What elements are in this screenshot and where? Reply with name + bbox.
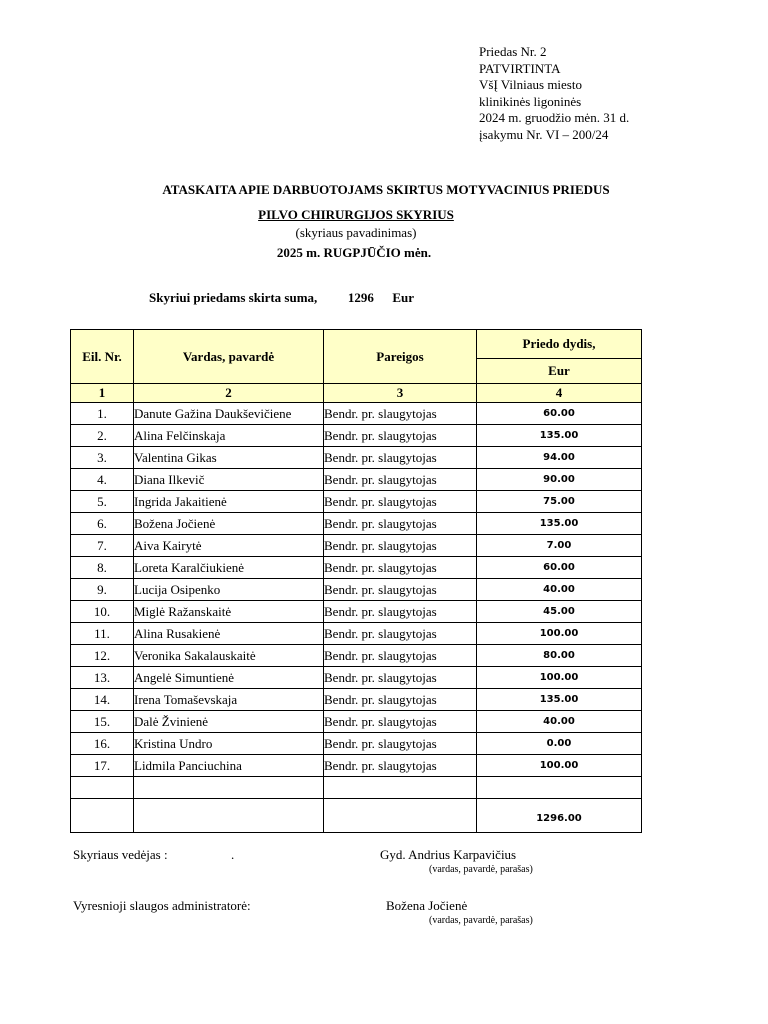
allocated-sum-amount: 1296 [347, 290, 374, 305]
row-name: Veronika Sakalauskaitė [134, 645, 324, 667]
row-name: Miglė Ražanskaitė [134, 601, 324, 623]
admin-label: Vyresnioji slaugos administratorė: [73, 898, 251, 913]
row-amount: 100.00 [477, 755, 642, 777]
row-duty: Bendr. pr. slaugytojas [324, 557, 477, 579]
table-row [71, 601, 642, 623]
total-row [71, 799, 642, 833]
order-date: 2024 m. gruodžio mėn. 31 d. [479, 110, 630, 125]
row-duty: Bendr. pr. slaugytojas [324, 425, 477, 447]
admin-name: Božena Jočienė [386, 898, 468, 913]
approved-label: PATVIRTINTA [479, 60, 561, 76]
table-row [71, 645, 642, 667]
row-amount: 45.00 [477, 601, 642, 623]
allocated-sum-label: Skyriui priedams skirta suma, [149, 290, 318, 305]
empty-row [71, 777, 642, 799]
col-number-4: 4 [477, 384, 642, 403]
row-duty: Bendr. pr. slaugytojas [324, 645, 477, 667]
row-duty: Bendr. pr. slaugytojas [324, 689, 477, 711]
col-number-2: 2 [134, 384, 324, 403]
table-row [71, 491, 642, 513]
row-nr: 16. [71, 733, 134, 755]
approval-block [479, 44, 629, 143]
table-row [71, 733, 642, 755]
header-name: Vardas, pavardė [134, 330, 324, 384]
row-name: Božena Jočienė [134, 513, 324, 535]
row-nr: 4. [71, 469, 134, 491]
row-duty: Bendr. pr. slaugytojas [324, 535, 477, 557]
row-nr: 11. [71, 623, 134, 645]
row-duty: Bendr. pr. slaugytojas [324, 733, 477, 755]
order-number: įsakymu Nr. VI – 200/24 [479, 126, 609, 142]
row-duty: Bendr. pr. slaugytojas [324, 491, 477, 513]
row-duty: Bendr. pr. slaugytojas [324, 403, 477, 425]
row-amount: 40.00 [477, 711, 642, 733]
report-period: 2025 m. RUGPJŪČIO mėn. [276, 245, 432, 260]
table-row [71, 689, 642, 711]
col-number-1: 1 [71, 384, 134, 403]
empty-cell [71, 799, 134, 833]
row-duty: Bendr. pr. slaugytojas [324, 623, 477, 645]
row-nr: 5. [71, 491, 134, 513]
row-duty: Bendr. pr. slaugytojas [324, 447, 477, 469]
empty-cell [134, 777, 324, 799]
institution-line-1: VšĮ Vilniaus miesto [479, 77, 582, 92]
row-duty: Bendr. pr. slaugytojas [324, 601, 477, 623]
row-nr: 12. [71, 645, 134, 667]
empty-cell [477, 777, 642, 799]
empty-cell [324, 777, 477, 799]
row-amount: 60.00 [477, 557, 642, 579]
allocated-sum-currency: Eur [392, 290, 414, 305]
row-name: Alina Rusakienė [134, 623, 324, 645]
row-amount: 100.00 [477, 623, 642, 645]
institution-line-2: klinikinės ligoninės [479, 93, 582, 109]
row-duty: Bendr. pr. slaugytojas [324, 579, 477, 601]
table-row [71, 447, 642, 469]
report-title: ATASKAITA APIE DARBUOTOJAMS SKIRTUS MOTYVACINIUS PRIEDUS [162, 182, 610, 197]
table-row [71, 667, 642, 689]
row-nr: 17. [71, 755, 134, 777]
row-amount: 135.00 [477, 513, 642, 535]
header-amount-bottom: Eur [477, 359, 642, 384]
row-duty: Bendr. pr. slaugytojas [324, 469, 477, 491]
bonus-table [70, 329, 642, 833]
table-row [71, 535, 642, 557]
row-nr: 13. [71, 667, 134, 689]
row-duty: Bendr. pr. slaugytojas [324, 755, 477, 777]
table-row [71, 557, 642, 579]
header-duty: Pareigos [324, 330, 477, 384]
appendix-number: Priedas Nr. 2 [479, 44, 547, 59]
table-row [71, 623, 642, 645]
department-name: PILVO CHIRURGIJOS SKYRIUS [258, 207, 454, 222]
head-dot: . [231, 847, 235, 862]
row-name: Loreta Karalčiukienė [134, 557, 324, 579]
row-nr: 3. [71, 447, 134, 469]
total-amount: 1296.00 [477, 799, 642, 833]
row-name: Lidmila Panciuchina [134, 755, 324, 777]
row-nr: 2. [71, 425, 134, 447]
empty-cell [71, 777, 134, 799]
head-name: Gyd. Andrius Karpavičius [380, 847, 517, 862]
row-amount: 7.00 [477, 535, 642, 557]
table-row [71, 469, 642, 491]
header-amount-top: Priedo dydis, [477, 330, 642, 359]
table-row [71, 755, 642, 777]
row-nr: 15. [71, 711, 134, 733]
row-name: Irena Tomaševskaja [134, 689, 324, 711]
row-nr: 7. [71, 535, 134, 557]
empty-cell [324, 799, 477, 833]
row-name: Ingrida Jakaitienė [134, 491, 324, 513]
row-name: Diana Ilkevič [134, 469, 324, 491]
row-name: Dalė Žvinienė [134, 711, 324, 733]
row-name: Danute Gažina Daukševičiene [134, 403, 324, 425]
table-row [71, 711, 642, 733]
col-number-3: 3 [324, 384, 477, 403]
row-name: Kristina Undro [134, 733, 324, 755]
department-caption: (skyriaus pavadinimas) [295, 225, 417, 240]
row-amount: 100.00 [477, 667, 642, 689]
row-amount: 90.00 [477, 469, 642, 491]
row-amount: 0.00 [477, 733, 642, 755]
row-name: Lucija Osipenko [134, 579, 324, 601]
row-nr: 10. [71, 601, 134, 623]
table-row [71, 403, 642, 425]
row-amount: 60.00 [477, 403, 642, 425]
row-amount: 135.00 [477, 425, 642, 447]
row-amount: 40.00 [477, 579, 642, 601]
row-amount: 94.00 [477, 447, 642, 469]
admin-caption: (vardas, pavardė, parašas) [429, 915, 533, 926]
head-label: Skyriaus vedėjas : [73, 847, 168, 862]
row-duty: Bendr. pr. slaugytojas [324, 667, 477, 689]
row-duty: Bendr. pr. slaugytojas [324, 711, 477, 733]
header-nr: Eil. Nr. [71, 330, 134, 384]
row-name: Valentina Gikas [134, 447, 324, 469]
row-amount: 80.00 [477, 645, 642, 667]
row-nr: 9. [71, 579, 134, 601]
table-row [71, 579, 642, 601]
row-nr: 1. [71, 403, 134, 425]
row-amount: 135.00 [477, 689, 642, 711]
row-name: Angelė Simuntienė [134, 667, 324, 689]
allocated-sum-line [149, 290, 414, 306]
row-nr: 8. [71, 557, 134, 579]
row-name: Alina Felčinskaja [134, 425, 324, 447]
row-duty: Bendr. pr. slaugytojas [324, 513, 477, 535]
table-row [71, 425, 642, 447]
table-row [71, 513, 642, 535]
empty-cell [134, 799, 324, 833]
row-amount: 75.00 [477, 491, 642, 513]
row-nr: 6. [71, 513, 134, 535]
row-nr: 14. [71, 689, 134, 711]
row-name: Aiva Kairytė [134, 535, 324, 557]
head-caption: (vardas, pavardė, parašas) [429, 864, 533, 875]
